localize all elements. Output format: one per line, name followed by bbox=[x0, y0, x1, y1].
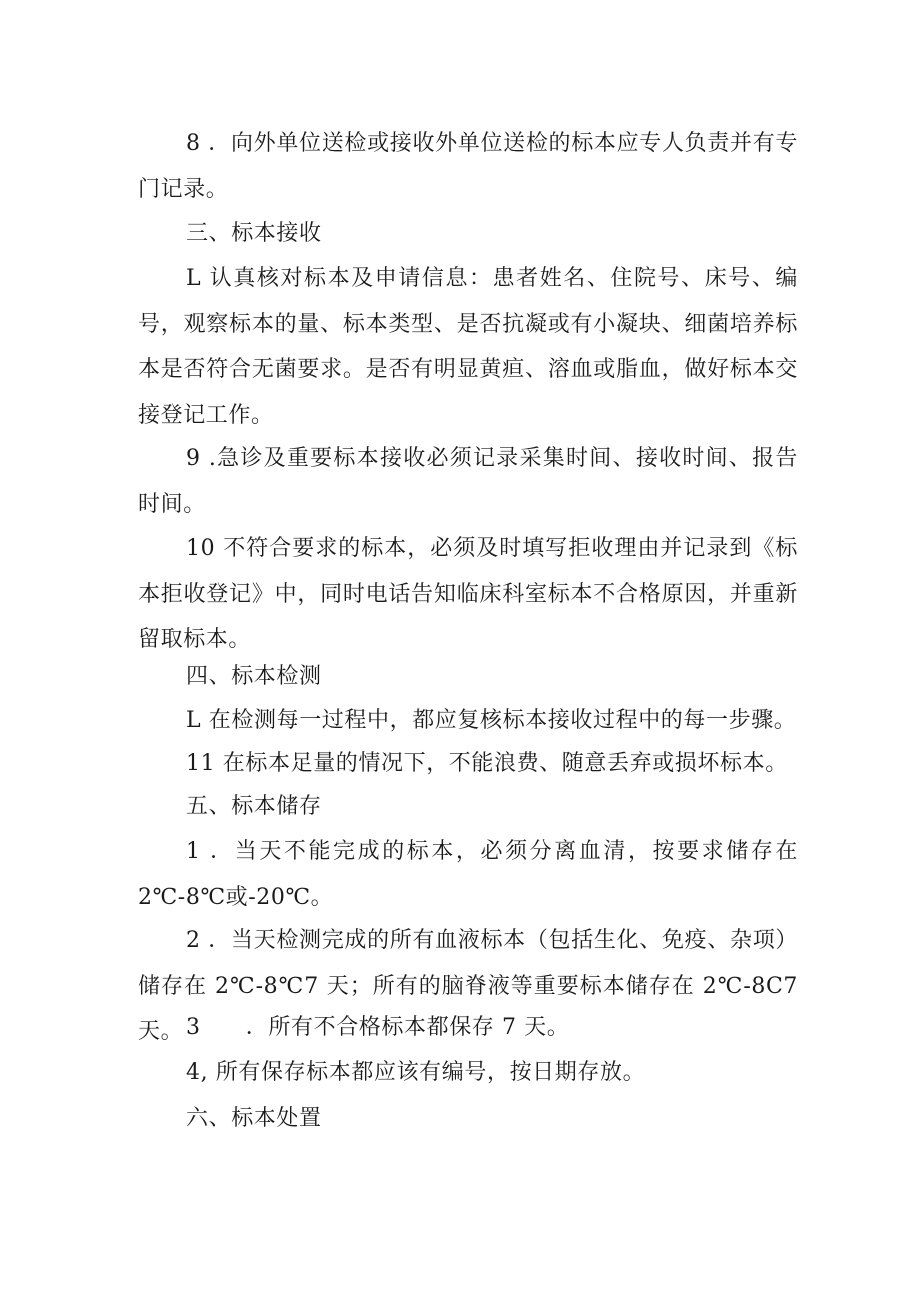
paragraph-external-samples: 8 ．向外单位送检或接收外单位送检的标本应专人负责并有专门记录。 bbox=[138, 131, 798, 202]
paragraph-storage-unqualified: 3 ．所有不合格标本都保存 7 天。 bbox=[186, 1015, 570, 1040]
section-heading-sample-storage: 五、标本储存 bbox=[186, 794, 322, 819]
paragraph-rejected-samples: 10 不符合要求的标本，必须及时填写拒收理由并记录到《标本拒收登记》中，同时电话告知临床科室标本不合格原因，并重新留取标本。 bbox=[138, 536, 798, 652]
paragraph-storage-unfinished: 1 ．当天不能完成的标本，必须分离血清，按要求储存在2℃-8℃或-20℃。 bbox=[138, 839, 798, 910]
section-heading-sample-disposal: 六、标本处置 bbox=[186, 1106, 322, 1131]
paragraph-storage-numbering: 4, 所有保存标本都应该有编号，按日期存放。 bbox=[186, 1060, 646, 1085]
paragraph-verify-sample-info: L 认真核对标本及申请信息：患者姓名、住院号、床号、编号，观察标本的量、标本类型、是否抗凝或有小凝块、细菌培养标本是否符合无菌要求。是否有明显黄疸、溶血或脂血，做好标本交接登记工作。 bbox=[138, 266, 798, 428]
paragraph-storage-completed: 2 ．当天检测完成的所有血液标本（包括生化、免疫、杂项）储存在 2℃-8℃7 天；所有的脑脊液等重要标本储存在 2℃-8C7 天。 bbox=[138, 928, 798, 1044]
paragraph-urgent-sample-record: 9 .急诊及重要标本接收必须记录采集时间、接收时间、报告时间。 bbox=[138, 446, 798, 517]
paragraph-no-waste: 11 在标本足量的情况下，不能浪费、随意丢弃或损坏标本。 bbox=[186, 751, 788, 776]
paragraph-recheck-steps: L 在检测每一过程中，都应复核标本接收过程中的每一步骤。 bbox=[186, 708, 797, 733]
section-heading-sample-testing: 四、标本检测 bbox=[186, 664, 322, 689]
section-heading-sample-receiving: 三、标本接收 bbox=[186, 221, 322, 246]
